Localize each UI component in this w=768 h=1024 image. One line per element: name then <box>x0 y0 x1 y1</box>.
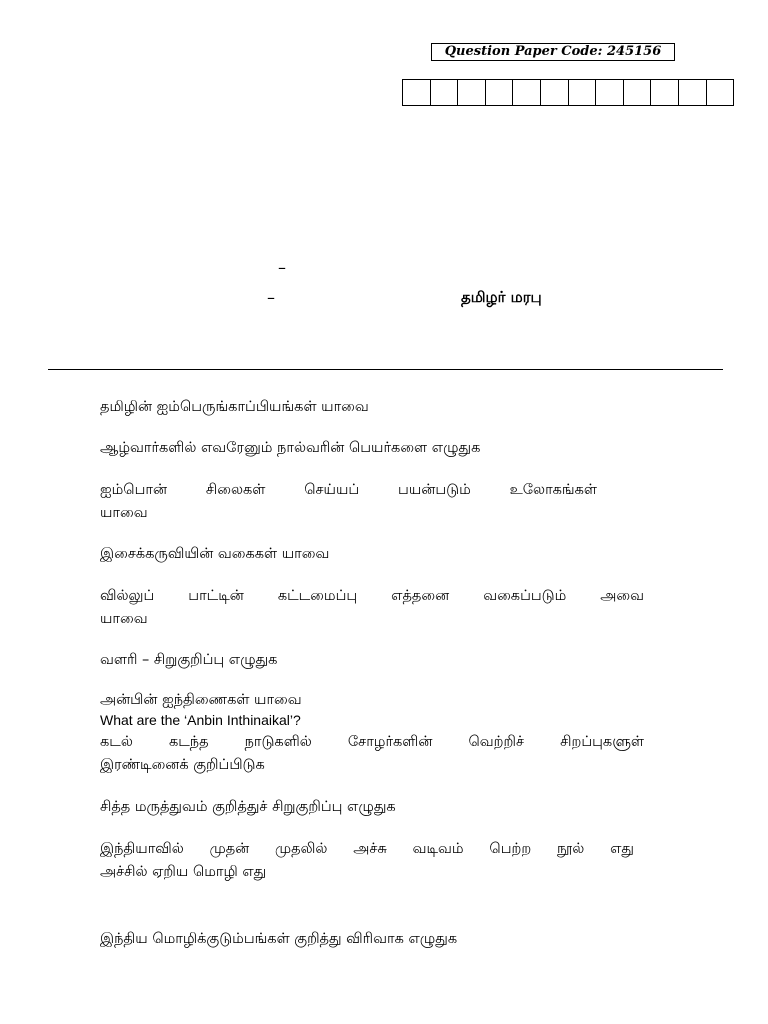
question-text: ஐம்பொன் சிலைகள் செய்யப் பயன்படும் உலோகங்கள் <box>100 482 597 498</box>
question-text: கடல் கடந்த நாடுகளில் சோழர்களின் வெற்றிச் சிறப்புகளுள் <box>100 734 644 750</box>
divider <box>48 369 723 370</box>
title-dash: – <box>267 288 275 307</box>
register-number-boxes <box>402 79 734 106</box>
question-text-continued: இரண்டினைக் குறிப்பிடுக <box>100 757 265 773</box>
regno-cell <box>431 79 459 106</box>
question-7 <box>100 690 644 731</box>
question-9 <box>100 796 644 819</box>
question-text: சித்த மருத்துவம் குறித்துச் சிறுகுறிப்பு எழுதுக <box>100 799 396 815</box>
question-text: வளரி – சிறுகுறிப்பு எழுதுக <box>100 652 278 668</box>
question-5 <box>100 585 644 631</box>
question-text: இந்தியாவில் முதன் முதலில் அச்சு வடிவம் பெற்ற நூல் எது <box>100 841 634 857</box>
regno-cell <box>458 79 486 106</box>
question-text: ஆழ்வார்களில் எவரேனும் நால்வரின் பெயர்களை எழுதுக <box>100 440 481 456</box>
regno-cell <box>569 79 597 106</box>
question-10 <box>100 838 634 884</box>
title-dash: – <box>278 258 286 277</box>
question-text-continued: யாவை <box>100 611 148 627</box>
regno-cell <box>486 79 514 106</box>
question-text-continued: யாவை <box>100 505 148 521</box>
question-paper-code: Question Paper Code: 245156 <box>431 43 675 61</box>
regno-cell <box>403 79 431 106</box>
question-text: வில்லுப் பாட்டின் கட்டமைப்பு எத்தனை வகைப்படும் அவை <box>100 588 644 604</box>
regno-cell <box>679 79 707 106</box>
question-text-english: What are the ‘Anbin Inthinaikal’? <box>100 712 301 728</box>
question-4 <box>100 543 644 566</box>
question-text: தமிழின் ஐம்பெருங்காப்பியங்கள் யாவை <box>100 399 369 415</box>
regno-cell <box>596 79 624 106</box>
question-11 <box>100 928 644 951</box>
regno-cell <box>513 79 541 106</box>
question-text: அன்பின் ஐந்திணைகள் யாவை <box>100 692 302 708</box>
question-8 <box>100 731 644 777</box>
question-1 <box>100 396 644 419</box>
regno-cell <box>541 79 569 106</box>
question-6 <box>100 649 644 672</box>
question-3 <box>100 479 597 525</box>
regno-cell <box>624 79 652 106</box>
question-text: இசைக்கருவியின் வகைகள் யாவை <box>100 546 330 562</box>
question-2 <box>100 437 644 460</box>
question-text-continued: அச்சில் ஏறிய மொழி எது <box>100 864 267 880</box>
regno-cell <box>651 79 679 106</box>
question-text: இந்திய மொழிக்குடும்பங்கள் குறித்து விரிவாக எழுதுக <box>100 931 458 947</box>
regno-cell <box>707 79 735 106</box>
subject-title: தமிழர் மரபு <box>461 288 542 306</box>
